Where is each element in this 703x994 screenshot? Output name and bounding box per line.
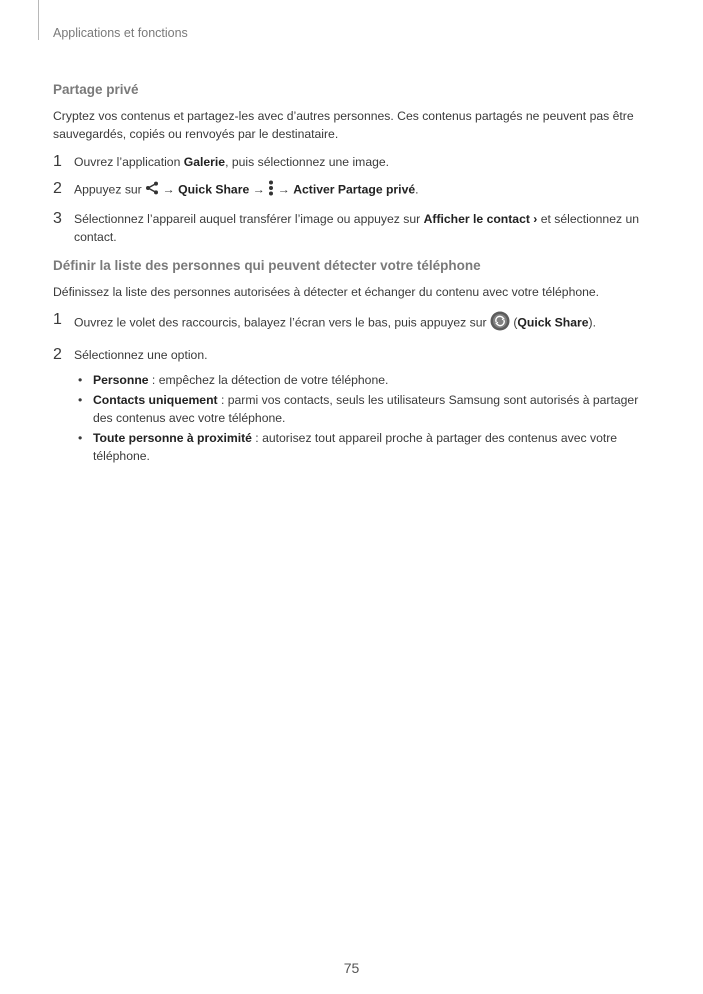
step-text-part: Ouvrez l’application bbox=[74, 155, 184, 169]
header-divider bbox=[38, 0, 39, 40]
bullet: • bbox=[78, 373, 83, 387]
chevron-right-icon: › bbox=[529, 212, 538, 226]
step-text-part: ). bbox=[588, 315, 596, 330]
page-number: 75 bbox=[343, 960, 360, 976]
arrow-separator: → bbox=[249, 182, 269, 197]
step-3 bbox=[53, 210, 648, 246]
list-item bbox=[75, 429, 648, 465]
step-text-part: . bbox=[415, 182, 419, 197]
step-text-part: Sélectionnez l’appareil auquel transférer l’image ou appuyez sur bbox=[74, 212, 424, 226]
step-keyword: Quick Share bbox=[517, 315, 589, 330]
option-name: Toute personne à proximité bbox=[93, 431, 252, 445]
section-title-visibility: Définir la liste des personnes qui peuvent détecter votre téléphone bbox=[53, 258, 481, 273]
running-header: Applications et fonctions bbox=[53, 26, 188, 40]
option-name: Contacts uniquement bbox=[93, 393, 218, 407]
section-intro-private-share: Cryptez vos contenus et partagez-les avec d’autres personnes. Ces contenus partagés ne peuvent pas être sauvegardés, copiés ou renvoyés par le destinataire. bbox=[53, 109, 634, 141]
section-title-private-share: Partage privé bbox=[53, 82, 139, 97]
step-2-visibility bbox=[53, 346, 648, 364]
step-text bbox=[74, 180, 648, 201]
step-text-part: , puis sélectionnez une image. bbox=[225, 155, 390, 169]
step-number: 3 bbox=[53, 210, 62, 227]
step-text bbox=[74, 210, 648, 246]
list-item bbox=[75, 371, 648, 389]
option-description: : parmi vos contacts, seuls les utilisateurs Samsung sont autorisés à partager des contenus avec votre téléphone. bbox=[93, 393, 639, 425]
list-item bbox=[75, 391, 648, 427]
step-keyword: Activer Partage privé bbox=[293, 182, 416, 197]
step-1-visibility bbox=[53, 311, 648, 336]
bullet: • bbox=[78, 393, 83, 407]
step-number: 2 bbox=[53, 346, 62, 363]
page-content bbox=[53, 82, 648, 467]
bullet: • bbox=[78, 431, 83, 445]
option-description: : autorisez tout appareil proche à partager des contenus avec votre téléphone. bbox=[93, 431, 618, 463]
share-icon bbox=[145, 181, 159, 200]
step-text-part: ( bbox=[509, 315, 518, 330]
step-number: 1 bbox=[53, 311, 62, 328]
arrow-separator: → bbox=[159, 182, 179, 197]
step-number: 1 bbox=[53, 153, 62, 170]
step-keyword: Galerie bbox=[183, 155, 226, 169]
options-list bbox=[75, 371, 648, 465]
step-2 bbox=[53, 180, 648, 201]
option-description: : empêchez la détection de votre téléphone. bbox=[148, 373, 389, 387]
option-name: Personne bbox=[93, 373, 149, 387]
section-intro-visibility: Définissez la liste des personnes autorisées à détecter et échanger du contenu avec votre téléphone. bbox=[53, 285, 600, 299]
step-keyword: Afficher le contact bbox=[423, 212, 530, 226]
quick-share-icon bbox=[490, 311, 510, 336]
arrow-separator: → bbox=[274, 182, 294, 197]
step-text-part: Ouvrez le volet des raccourcis, balayez l’écran vers le bas, puis appuyez sur bbox=[74, 315, 490, 330]
step-text bbox=[74, 153, 648, 171]
step-text-part: et sélectionnez un contact. bbox=[74, 212, 640, 244]
step-keyword: Quick Share bbox=[178, 182, 250, 197]
step-number: 2 bbox=[53, 180, 62, 197]
step-text bbox=[74, 311, 648, 336]
step-text-part: Appuyez sur bbox=[74, 182, 146, 197]
step-text: Sélectionnez une option. bbox=[74, 348, 208, 362]
step-1 bbox=[53, 153, 648, 171]
